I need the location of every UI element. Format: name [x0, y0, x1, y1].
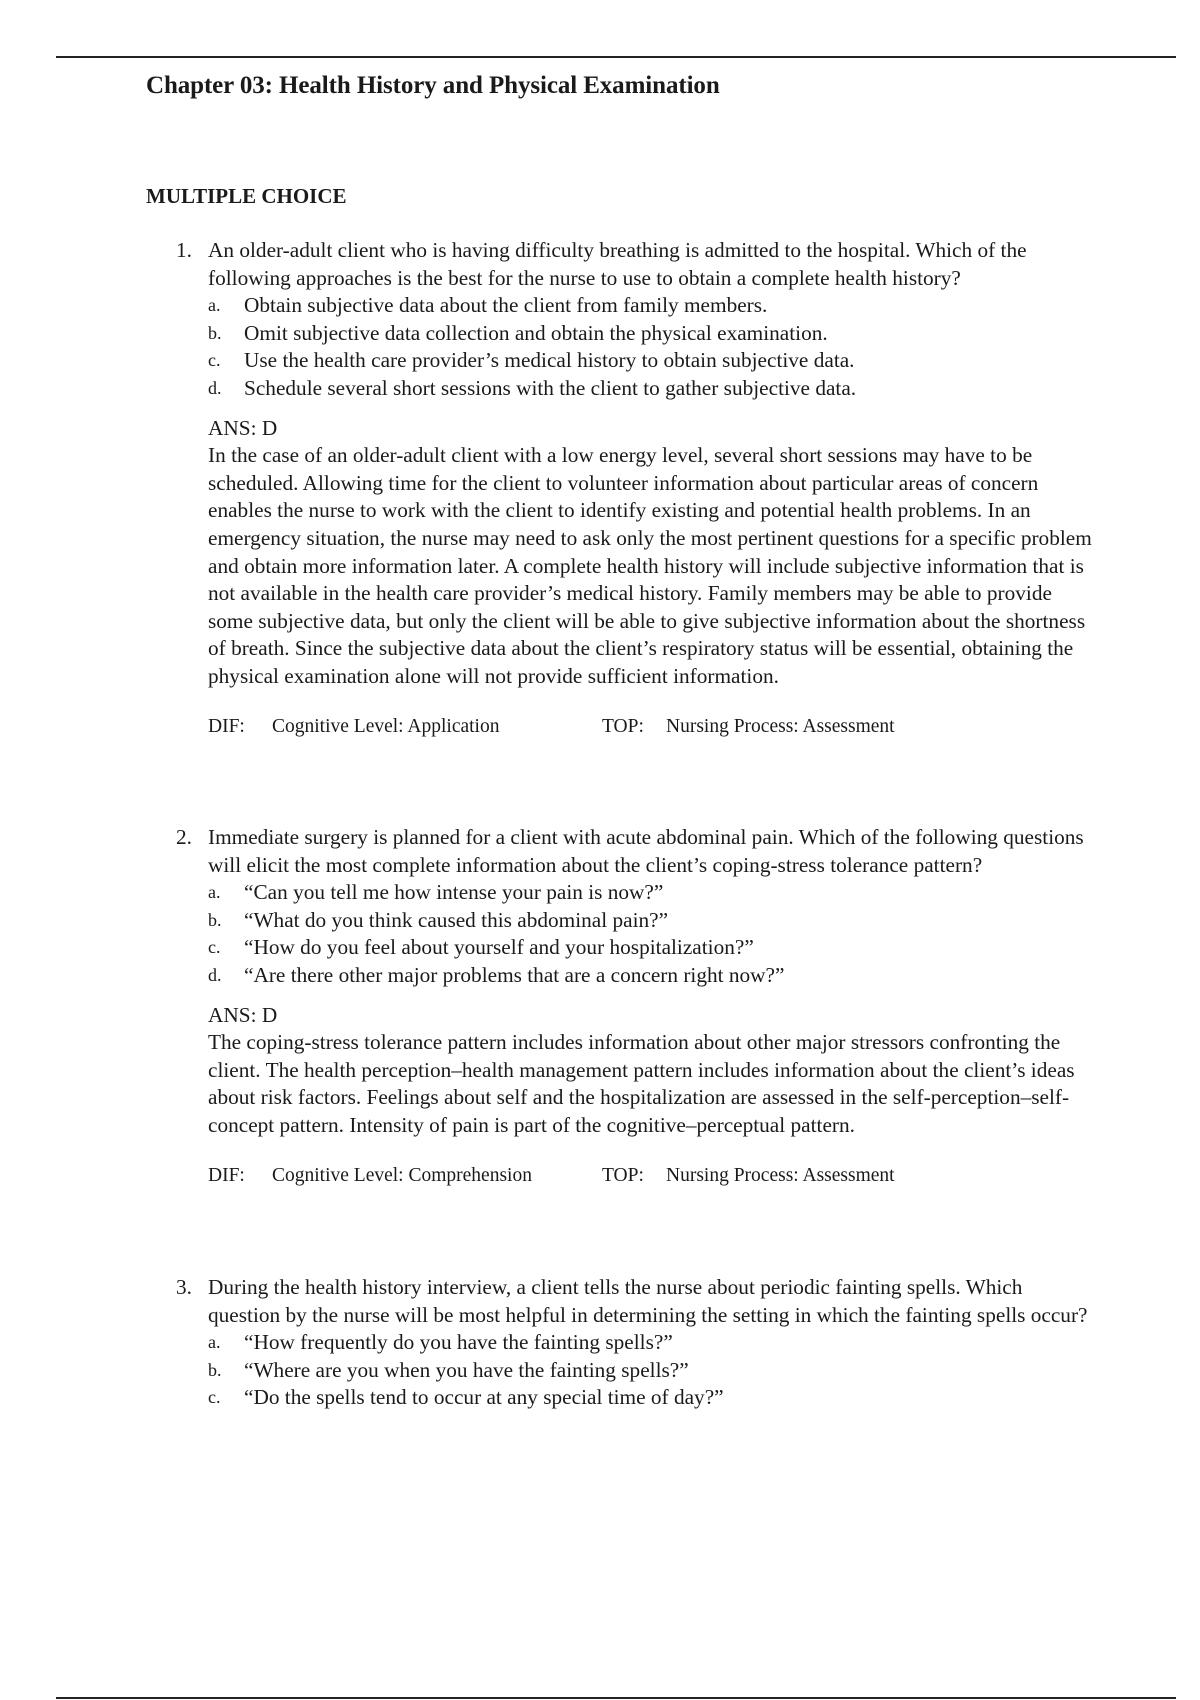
option-d — [208, 962, 1096, 990]
option-letter: c. — [208, 350, 221, 371]
rationale: The coping-stress tolerance pattern includes information about other major stressors confronting the client. The health perception–health management pattern includes information about the client’s ideas about risk factors. Feelings about self and the hospitalization are assessed in the self-perception–self-concept pattern. Intensity of pain is part of the cognitive–perceptual pattern. — [208, 1030, 1075, 1137]
option-letter: a. — [208, 1332, 221, 1353]
top-label: TOP: — [602, 715, 644, 737]
option-c — [208, 1384, 1096, 1412]
option-a — [208, 1329, 1096, 1357]
option-letter: a. — [208, 882, 221, 903]
option-b — [208, 320, 1096, 348]
option-text: “How do you feel about yourself and your hospitalization?” — [244, 935, 754, 960]
top-label: TOP: — [602, 1164, 644, 1186]
dif-label: DIF: — [208, 715, 245, 737]
option-a — [208, 292, 1096, 320]
answer-options — [208, 879, 1096, 989]
option-b — [208, 1357, 1096, 1385]
answer-key: ANS: D — [208, 1002, 278, 1027]
option-c — [208, 934, 1096, 962]
question-number: 1. — [176, 238, 192, 262]
option-text: Schedule several short sessions with the client to gather subjective data. — [244, 375, 857, 400]
dif-value: Cognitive Level: Comprehension — [272, 1164, 532, 1186]
option-c — [208, 347, 1096, 375]
option-text: “How frequently do you have the fainting spells?” — [244, 1330, 673, 1355]
question-stem: Immediate surgery is planned for a client with acute abdominal pain. Which of the following questions will elicit the most complete information about the client’s coping-stress tolerance pattern? — [208, 825, 1084, 877]
option-letter: b. — [208, 322, 222, 343]
question-2 — [146, 824, 1096, 1189]
option-text: “Do the spells tend to occur at any special time of day?” — [244, 1385, 724, 1410]
question-1 — [146, 237, 1096, 740]
question-stem: During the health history interview, a client tells the nurse about periodic fainting spells. Which question by the nurse will be most helpful in determining the setting in which the fainting spells occur? — [208, 1275, 1088, 1327]
bottom-rule — [56, 1697, 1176, 1699]
option-text: Use the health care provider’s medical history to obtain subjective data. — [244, 348, 855, 373]
question-stem: An older-adult client who is having difficulty breathing is admitted to the hospital. Which of the following approaches is the best for the nurse to use to obtain a complete health history? — [208, 238, 1027, 290]
section-heading: MULTIPLE CHOICE — [146, 184, 347, 208]
option-letter: d. — [208, 377, 222, 398]
top-value: Nursing Process: Assessment — [666, 1164, 895, 1186]
option-letter: b. — [208, 909, 222, 930]
rationale: In the case of an older-adult client with a low energy level, several short sessions may have to be scheduled. Allowing time for the client to volunteer information about particular areas of concern enables the nurse to work with the client to identify existing and potential health problems. In an emergency situation, the nurse may need to ask only the most pertinent questions for a specific problem and obtain more information later. A complete health history will include subjective information that is not available in the health care provider’s medical history. Family members may be able to provide some subjective data, but only the client will be able to give subjective information about the shortness of breath. Since the subjective data about the client’s respiratory status will be essential, obtaining the physical examination alone will not provide sufficient information. — [208, 443, 1092, 688]
option-letter: d. — [208, 964, 222, 985]
chapter-title: Chapter 03: Health History and Physical Examination — [146, 72, 720, 99]
option-d — [208, 375, 1096, 403]
option-text: Obtain subjective data about the client from family members. — [244, 293, 768, 318]
option-letter: a. — [208, 295, 221, 316]
question-meta — [208, 713, 1096, 741]
option-text: “Where are you when you have the fainting spells?” — [244, 1357, 689, 1382]
option-letter: c. — [208, 1387, 221, 1408]
option-b — [208, 907, 1096, 935]
answer-block — [208, 1002, 1096, 1140]
question-number: 2. — [176, 825, 192, 849]
option-a — [208, 879, 1096, 907]
option-text: “What do you think caused this abdominal pain?” — [244, 907, 669, 932]
question-3 — [146, 1274, 1096, 1412]
option-text: Omit subjective data collection and obtain the physical examination. — [244, 320, 828, 345]
top-value: Nursing Process: Assessment — [666, 715, 895, 737]
answer-key: ANS: D — [208, 415, 278, 440]
dif-value: Cognitive Level: Application — [272, 715, 500, 737]
option-letter: b. — [208, 1359, 222, 1380]
answer-block — [208, 415, 1096, 691]
option-letter: c. — [208, 937, 221, 958]
question-meta — [208, 1162, 1096, 1190]
answer-options — [208, 1329, 1096, 1412]
top-rule — [56, 56, 1176, 58]
option-text: “Can you tell me how intense your pain is now?” — [244, 880, 664, 905]
question-number: 3. — [176, 1275, 192, 1299]
dif-label: DIF: — [208, 1164, 245, 1186]
answer-options — [208, 292, 1096, 402]
option-text: “Are there other major problems that are a concern right now?” — [244, 962, 785, 987]
